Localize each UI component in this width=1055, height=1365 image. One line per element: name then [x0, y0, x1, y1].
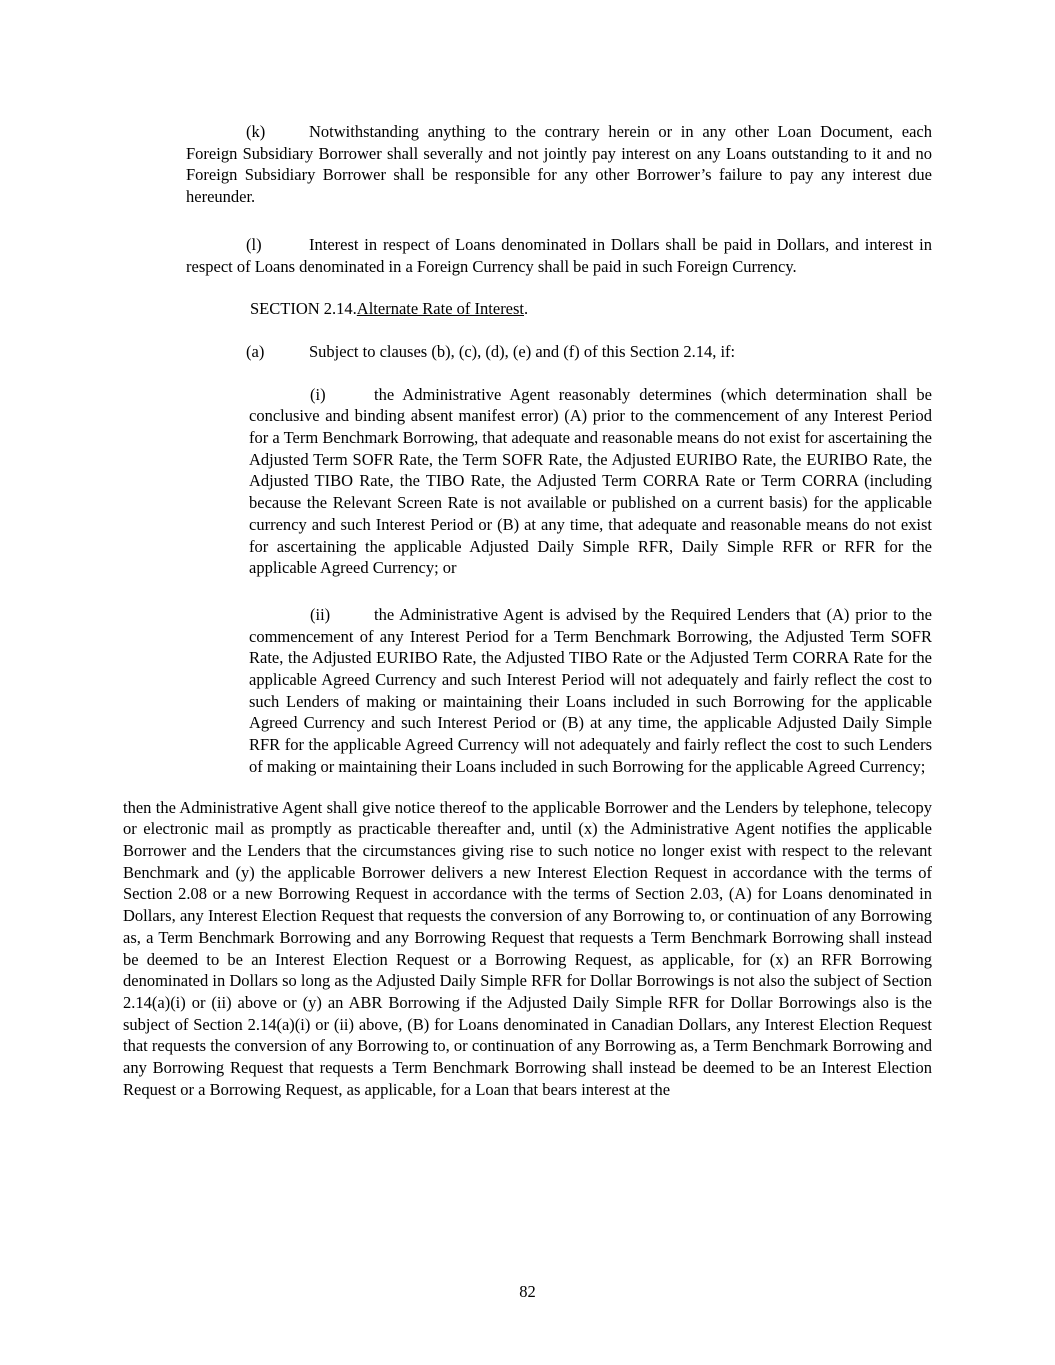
clause-i-text: the Administrative Agent reasonably determines (which determination shall be conclusive and binding absent manifest error) (A) prior to the commencement of any Interest Period for a Term Benchmark Borrowing, that adequate and reasonable means do not exist for ascertaining the Adjusted Term SOFR Rate, the Term SOFR Rate, the Adjusted EURIBO Rate, the EURIBO Rate, the Adjusted TIBO Rate, the TIBO Rate, the Adjusted Term CORRA Rate or Term CORRA (including because the Relevant Screen Rate is not available or published on a current basis) for the applicable currency and such Interest Period or (B) at any time, that adequate and reasonable means do not exist for ascertaining the applicable Adjusted Daily Simple RFR, Daily Simple RFR or RFR for the applicable Agreed Currency; or: [249, 384, 932, 578]
page-footer: [0, 1281, 1055, 1303]
clause-ii-label: (ii): [310, 604, 331, 624]
section-heading-period: .: [524, 299, 529, 319]
paragraph-l-text: Interest in respect of Loans denominated in Dollars shall be paid in Dollars, and interest in respect of Loans denominated in a Foreign Currency shall be paid in such Foreign Currency.: [186, 234, 932, 276]
paragraph-a-text: Subject to clauses (b), (c), (d), (e) and (f) of this Section 2.14, if:: [309, 341, 736, 361]
paragraph-l: [186, 234, 932, 277]
paragraph-l-label: (l): [246, 234, 262, 254]
clause-i: [249, 384, 932, 579]
paragraph-a-label: (a): [246, 341, 265, 361]
paragraph-k-label: (k): [246, 122, 266, 141]
section-heading-number: SECTION 2.14.: [250, 299, 357, 319]
section-heading: [186, 298, 932, 320]
paragraph-then-text: then the Administrative Agent shall give notice thereof to the applicable Borrower and the Lenders by telephone, telecopy or electronic mail as promptly as practicable thereafter and, until (x) the Administrative Agent notifies the applicable Borrower and the Lenders that the circumstances giving rise to such notice no longer exist with respect to the relevant Benchmark and (y) the applicable Borrower delivers a new Interest Election Request in accordance with the terms of Section 2.08 or a new Borrowing Request in accordance with the terms of Section 2.03, (A) for Loans denominated in Dollars, any Interest Election Request that requests the conversion of any Borrowing to, or continuation of any Borrowing as, a Term Benchmark Borrowing and any Borrowing Request that requests a Term Benchmark Borrowing shall instead be deemed to be an Interest Election Request or a Borrowing Request, as applicable, for (x) an RFR Borrowing denominated in Dollars so long as the Adjusted Daily Simple RFR for Dollar Borrowings is not also the subject of Section 2.14(a)(i) or (ii) above or (y) an ABR Borrowing if the Adjusted Daily Simple RFR for Dollar Borrowings also is the subject of Section 2.14(a)(i) or (ii) above, (B) for Loans denominated in Canadian Dollars, any Interest Election Request that requests the conversion of any Borrowing to, or continuation of any Borrowing as, a Term Benchmark Borrowing and any Borrowing Request that requests a Term Benchmark Borrowing shall instead be deemed to be an Interest Election Request or a Borrowing Request, as applicable, for a Loan that bears interest at the: [123, 797, 932, 1099]
paragraph-a: [186, 341, 932, 363]
paragraph-then: [123, 797, 932, 1101]
section-heading-title: Alternate Rate of Interest: [356, 299, 525, 319]
document-body: [123, 121, 932, 1122]
clause-ii-text: the Administrative Agent is advised by the Required Lenders that (A) prior to the commencement of any Interest Period for a Term Benchmark Borrowing, the Adjusted Term SOFR Rate, the Adjusted EURIBO Rate, the Adjusted TIBO Rate or the Adjusted Term CORRA Rate for the applicable Agreed Currency and such Interest Period will not adequately and fairly reflect the cost to such Lenders of making or maintaining their Loans included in such Borrowing for the applicable Agreed Currency and such Interest Period or (B) at any time, the applicable Adjusted Daily Simple RFR for the applicable Agreed Currency will not adequately and fairly reflect the cost to such Lenders of making or maintaining their Loans included in such Borrowing for the applicable Agreed Currency;: [249, 604, 932, 776]
paragraph-k: [186, 121, 932, 208]
clause-ii: [249, 604, 932, 778]
page-number: 82: [519, 1282, 536, 1301]
paragraph-k-text: Notwithstanding anything to the contrary herein or in any other Loan Document, each Foreign Subsidiary Borrower shall severally and not jointly pay interest on any Loans outstanding to it and no Foreign Subsidiary Borrower shall be responsible for any other Borrower’s failure to pay any interest due hereunder.: [186, 122, 932, 207]
clause-i-label: (i): [310, 384, 326, 404]
